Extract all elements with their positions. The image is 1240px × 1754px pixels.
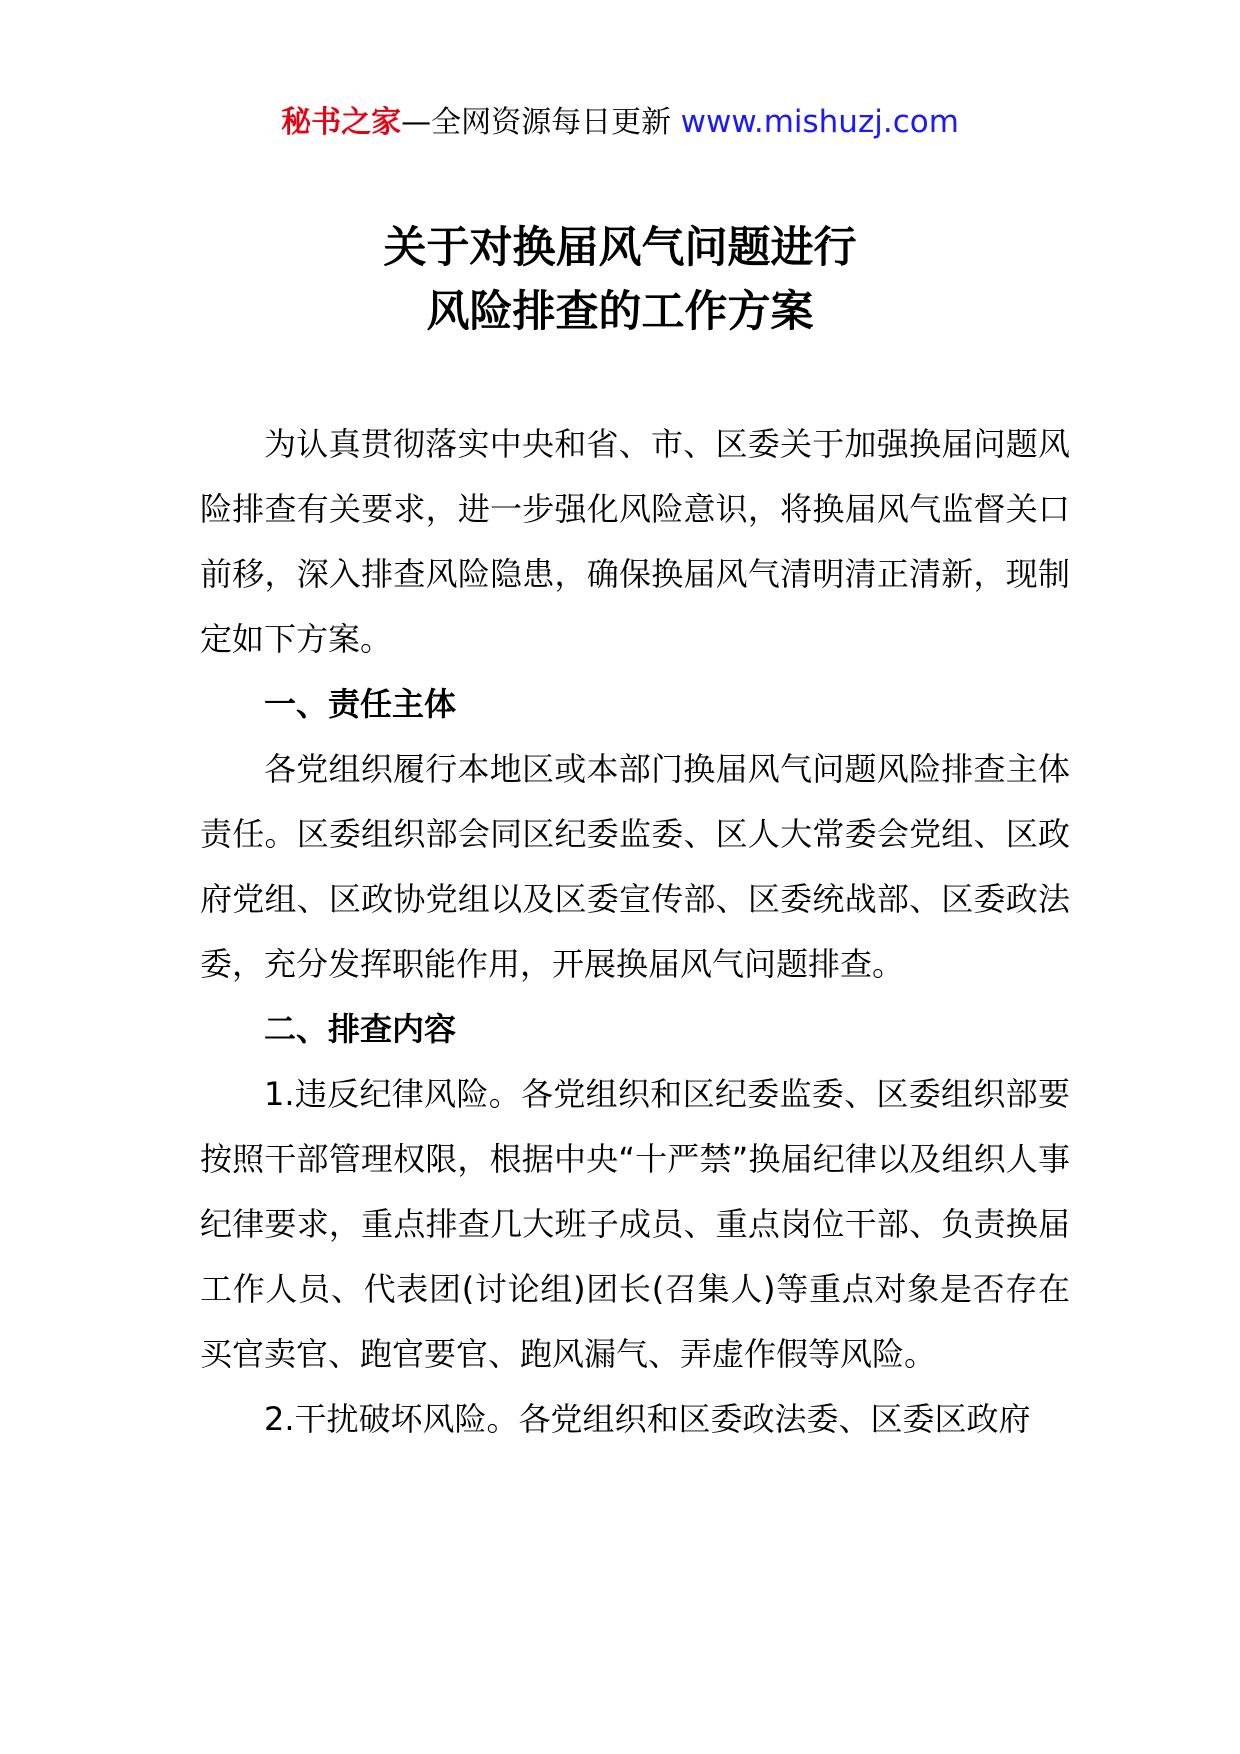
intro-paragraph: 为认真贯彻落实中央和省、市、区委关于加强换届问题风险排查有关要求，进一步强化风险意识，将换届风气监督关口前移，深入排查风险隐患，确保换届风气清明清正清新，现制定如下方案。 (200, 425, 1070, 658)
paragraph-responsibility: 各党组织履行本地区或本部门换届风气问题风险排查主体责任。区委组织部会同区纪委监委、区人大常委会党组、区政府党组、区政协党组以及区委宣传部、区委统战部、区委政法委，充分发挥职能作用，开展换届风气问题排查。 (200, 750, 1070, 983)
document-body (200, 412, 1070, 1452)
site-url-link[interactable]: www.mishuzj.com (680, 104, 959, 140)
paragraph-discipline-risk: 1.违反纪律风险。各党组织和区纪委监委、区委组织部要按照干部管理权限，根据中央“十严禁”换届纪律以及组织人事纪律要求，重点排查几大班子成员、重点岗位干部、负责换届工作人员、代表团(讨论组)团长(召集人)等重点对象是否存在买官卖官、跑官要官、跑风漏气、弄虚作假等风险。 (200, 1075, 1070, 1373)
title-line-2: 风险排查的工作方案 (426, 287, 814, 337)
header-tagline: —全网资源每日更新 (401, 105, 672, 140)
document-title (0, 216, 1240, 344)
site-header (0, 102, 1240, 143)
paragraph-interference-risk: 2.干扰破坏风险。各党组织和区委政法委、区委区政府 (264, 1400, 1031, 1438)
section-heading-1: 一、责任主体 (264, 685, 457, 723)
section-heading-2: 二、排查内容 (264, 1010, 457, 1048)
brand-name: 秘书之家 (281, 105, 402, 140)
title-line-1: 关于对换届风气问题进行 (383, 223, 857, 273)
